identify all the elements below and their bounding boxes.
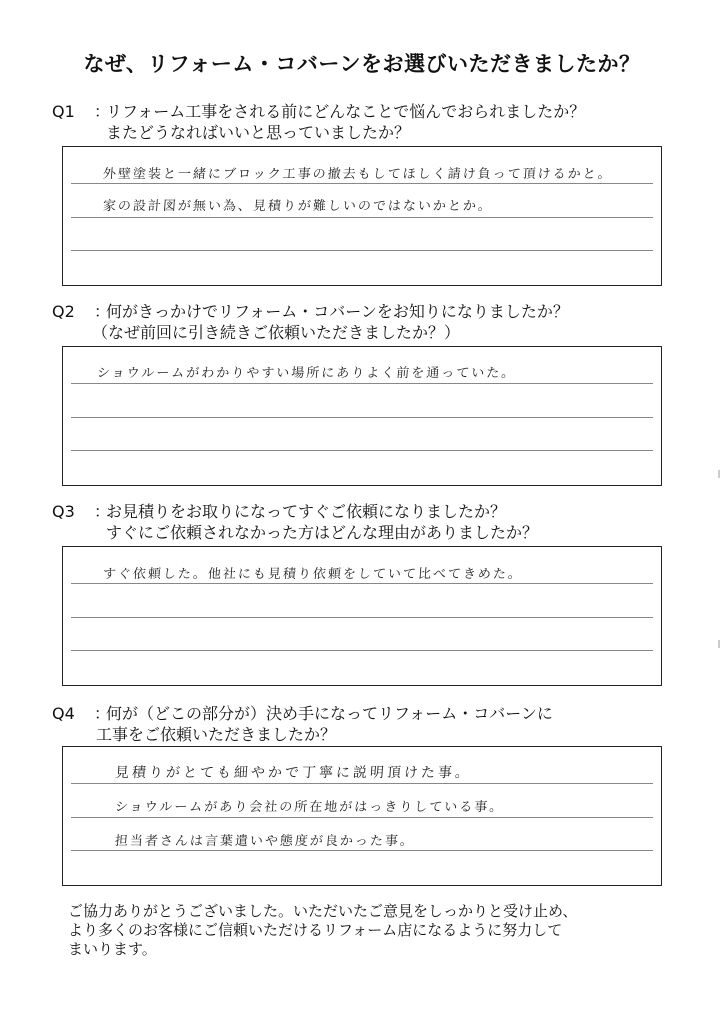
scan-edge-mark <box>718 640 720 648</box>
handwritten-answer: 外壁塗装と一緒にブロック工事の撤去もしてほしく請け負って頂けるかと。 <box>102 167 614 182</box>
question-separator: ： <box>94 704 111 723</box>
handwritten-answer: 家の設計図が無い為、見積りが難しいのではないかとか。 <box>102 199 494 214</box>
question-text-line1: 何が（どこの部分が）決め手になってリフォーム・コバーンに <box>106 704 553 723</box>
answer-rule <box>71 417 653 418</box>
answer-rule <box>71 583 653 584</box>
answer-rule <box>71 217 653 218</box>
answer-rule <box>71 250 653 251</box>
closing-line: まいります。 <box>68 940 157 958</box>
answer-rule <box>71 783 653 784</box>
page-title: なぜ、リフォーム・コバーンをお選びいただきましたか？ <box>83 52 641 76</box>
question-separator: ： <box>94 502 111 521</box>
question-text-line1: 何がきっかけでリフォーム・コバーンをお知りになりましたか？ <box>106 302 569 321</box>
closing-line: より多くのお客様にご信頼いただけるリフォーム店になるように努力して <box>68 921 563 939</box>
question-text-line1: お見積りをお取りになってすぐご依頼になりましたか？ <box>106 502 507 521</box>
answer-rule <box>71 183 653 184</box>
answer-box-4 <box>62 746 662 886</box>
handwritten-answer: 担当者さんは言葉遣いや態度が良かった事。 <box>114 834 416 849</box>
question-text-line2: 工事をご依頼いただきましたか？ <box>96 725 337 744</box>
question-text-line2: すぐにご依頼されなかった方はどんな理由がありましたか？ <box>106 523 539 542</box>
answer-rule <box>71 383 653 384</box>
answer-rule <box>71 850 653 851</box>
answer-rule <box>71 450 653 451</box>
closing-line: ご協力ありがとうございました。いただいたご意見をしっかりと受け止め、 <box>68 902 578 920</box>
handwritten-answer: すぐ依頼した。他社にも見積り依頼をしていて比べてきめた。 <box>102 567 524 582</box>
answer-box-1 <box>62 146 662 286</box>
scan-edge-mark <box>718 470 720 478</box>
handwritten-answer: 見積りがとても細やかで丁寧に説明頂けた事。 <box>114 765 473 781</box>
question-text-line1: リフォーム工事をされる前にどんなことで悩んでおられましたか？ <box>106 102 586 121</box>
question-separator: ： <box>94 102 111 121</box>
answer-rule <box>71 650 653 651</box>
answer-rule <box>71 817 653 818</box>
question-1 <box>52 101 585 143</box>
question-2 <box>52 301 569 343</box>
question-number: Q4 <box>52 704 75 723</box>
question-number: Q2 <box>52 302 75 321</box>
question-separator: ： <box>94 302 111 321</box>
question-text-line2: （なぜ前回に引き続きご依頼いただきましたか？） <box>92 323 461 342</box>
question-text-line2: またどうなればいいと思っていましたか？ <box>106 123 411 142</box>
question-number: Q1 <box>52 102 75 121</box>
handwritten-answer: ショウルームがわかりやすい場所にありよく前を通っていた。 <box>96 366 517 381</box>
question-number: Q3 <box>52 502 75 521</box>
answer-box-2 <box>62 346 662 486</box>
question-4 <box>52 703 553 745</box>
answer-rule <box>71 617 653 618</box>
closing-message <box>68 902 577 959</box>
question-3 <box>52 501 538 543</box>
handwritten-answer: ショウルームがあり会社の所在地がはっきりしている事。 <box>114 800 505 815</box>
answer-box-3 <box>62 546 662 686</box>
